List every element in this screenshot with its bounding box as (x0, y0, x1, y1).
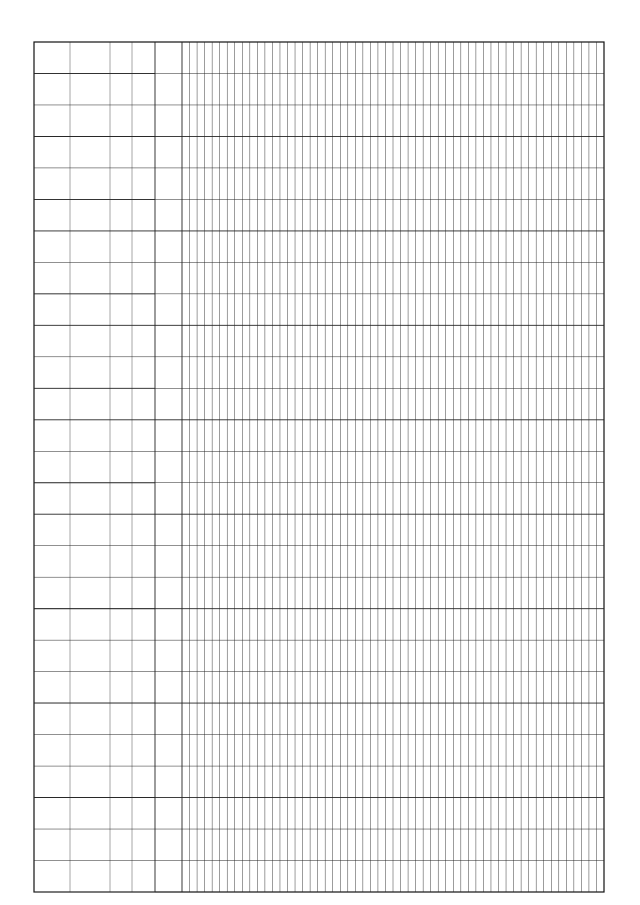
table-row (235, 42, 243, 892)
table-row (288, 42, 296, 892)
table-row (242, 42, 250, 892)
table-row (521, 42, 529, 892)
table-row (589, 42, 597, 892)
table-row (295, 42, 303, 892)
table-row (566, 42, 574, 892)
table-row (220, 42, 228, 892)
table-row (483, 42, 491, 892)
table-row (250, 42, 258, 892)
table-row (476, 42, 484, 892)
table-row (581, 42, 589, 892)
table-row (506, 42, 514, 892)
table-row (265, 42, 273, 892)
table-row (551, 42, 559, 892)
table-row (303, 42, 311, 892)
table-row (190, 42, 198, 892)
table-row (280, 42, 288, 892)
table-row (559, 42, 567, 892)
table-row (453, 42, 461, 892)
table-row (370, 42, 378, 892)
page-number (620, 866, 634, 880)
table-row (378, 42, 386, 892)
table-row (431, 42, 439, 892)
table-row (325, 42, 333, 892)
table-row (536, 42, 544, 892)
table-row (596, 42, 604, 892)
table-row (574, 42, 582, 892)
table-row (408, 42, 416, 892)
table-row (318, 42, 326, 892)
table-row (197, 42, 205, 892)
table-row (438, 42, 446, 892)
table-row (544, 42, 552, 892)
table-row (310, 42, 318, 892)
table-row (393, 42, 401, 892)
table-row (514, 42, 522, 892)
table-row (491, 42, 499, 892)
table-row (182, 42, 190, 892)
table-row (423, 42, 431, 892)
table-row (272, 42, 280, 892)
table-row (499, 42, 507, 892)
table-row (363, 42, 371, 892)
table-row (355, 42, 363, 892)
table-row (348, 42, 356, 892)
table-row (212, 42, 220, 892)
table-row (340, 42, 348, 892)
table-row (401, 42, 409, 892)
table-row (446, 42, 454, 892)
table-row (416, 42, 424, 892)
table-row (227, 42, 235, 892)
table-row (385, 42, 393, 892)
table-row (205, 42, 213, 892)
table-row (461, 42, 469, 892)
table-row (257, 42, 265, 892)
table-row (333, 42, 341, 892)
table-row (468, 42, 476, 892)
table-row (529, 42, 537, 892)
